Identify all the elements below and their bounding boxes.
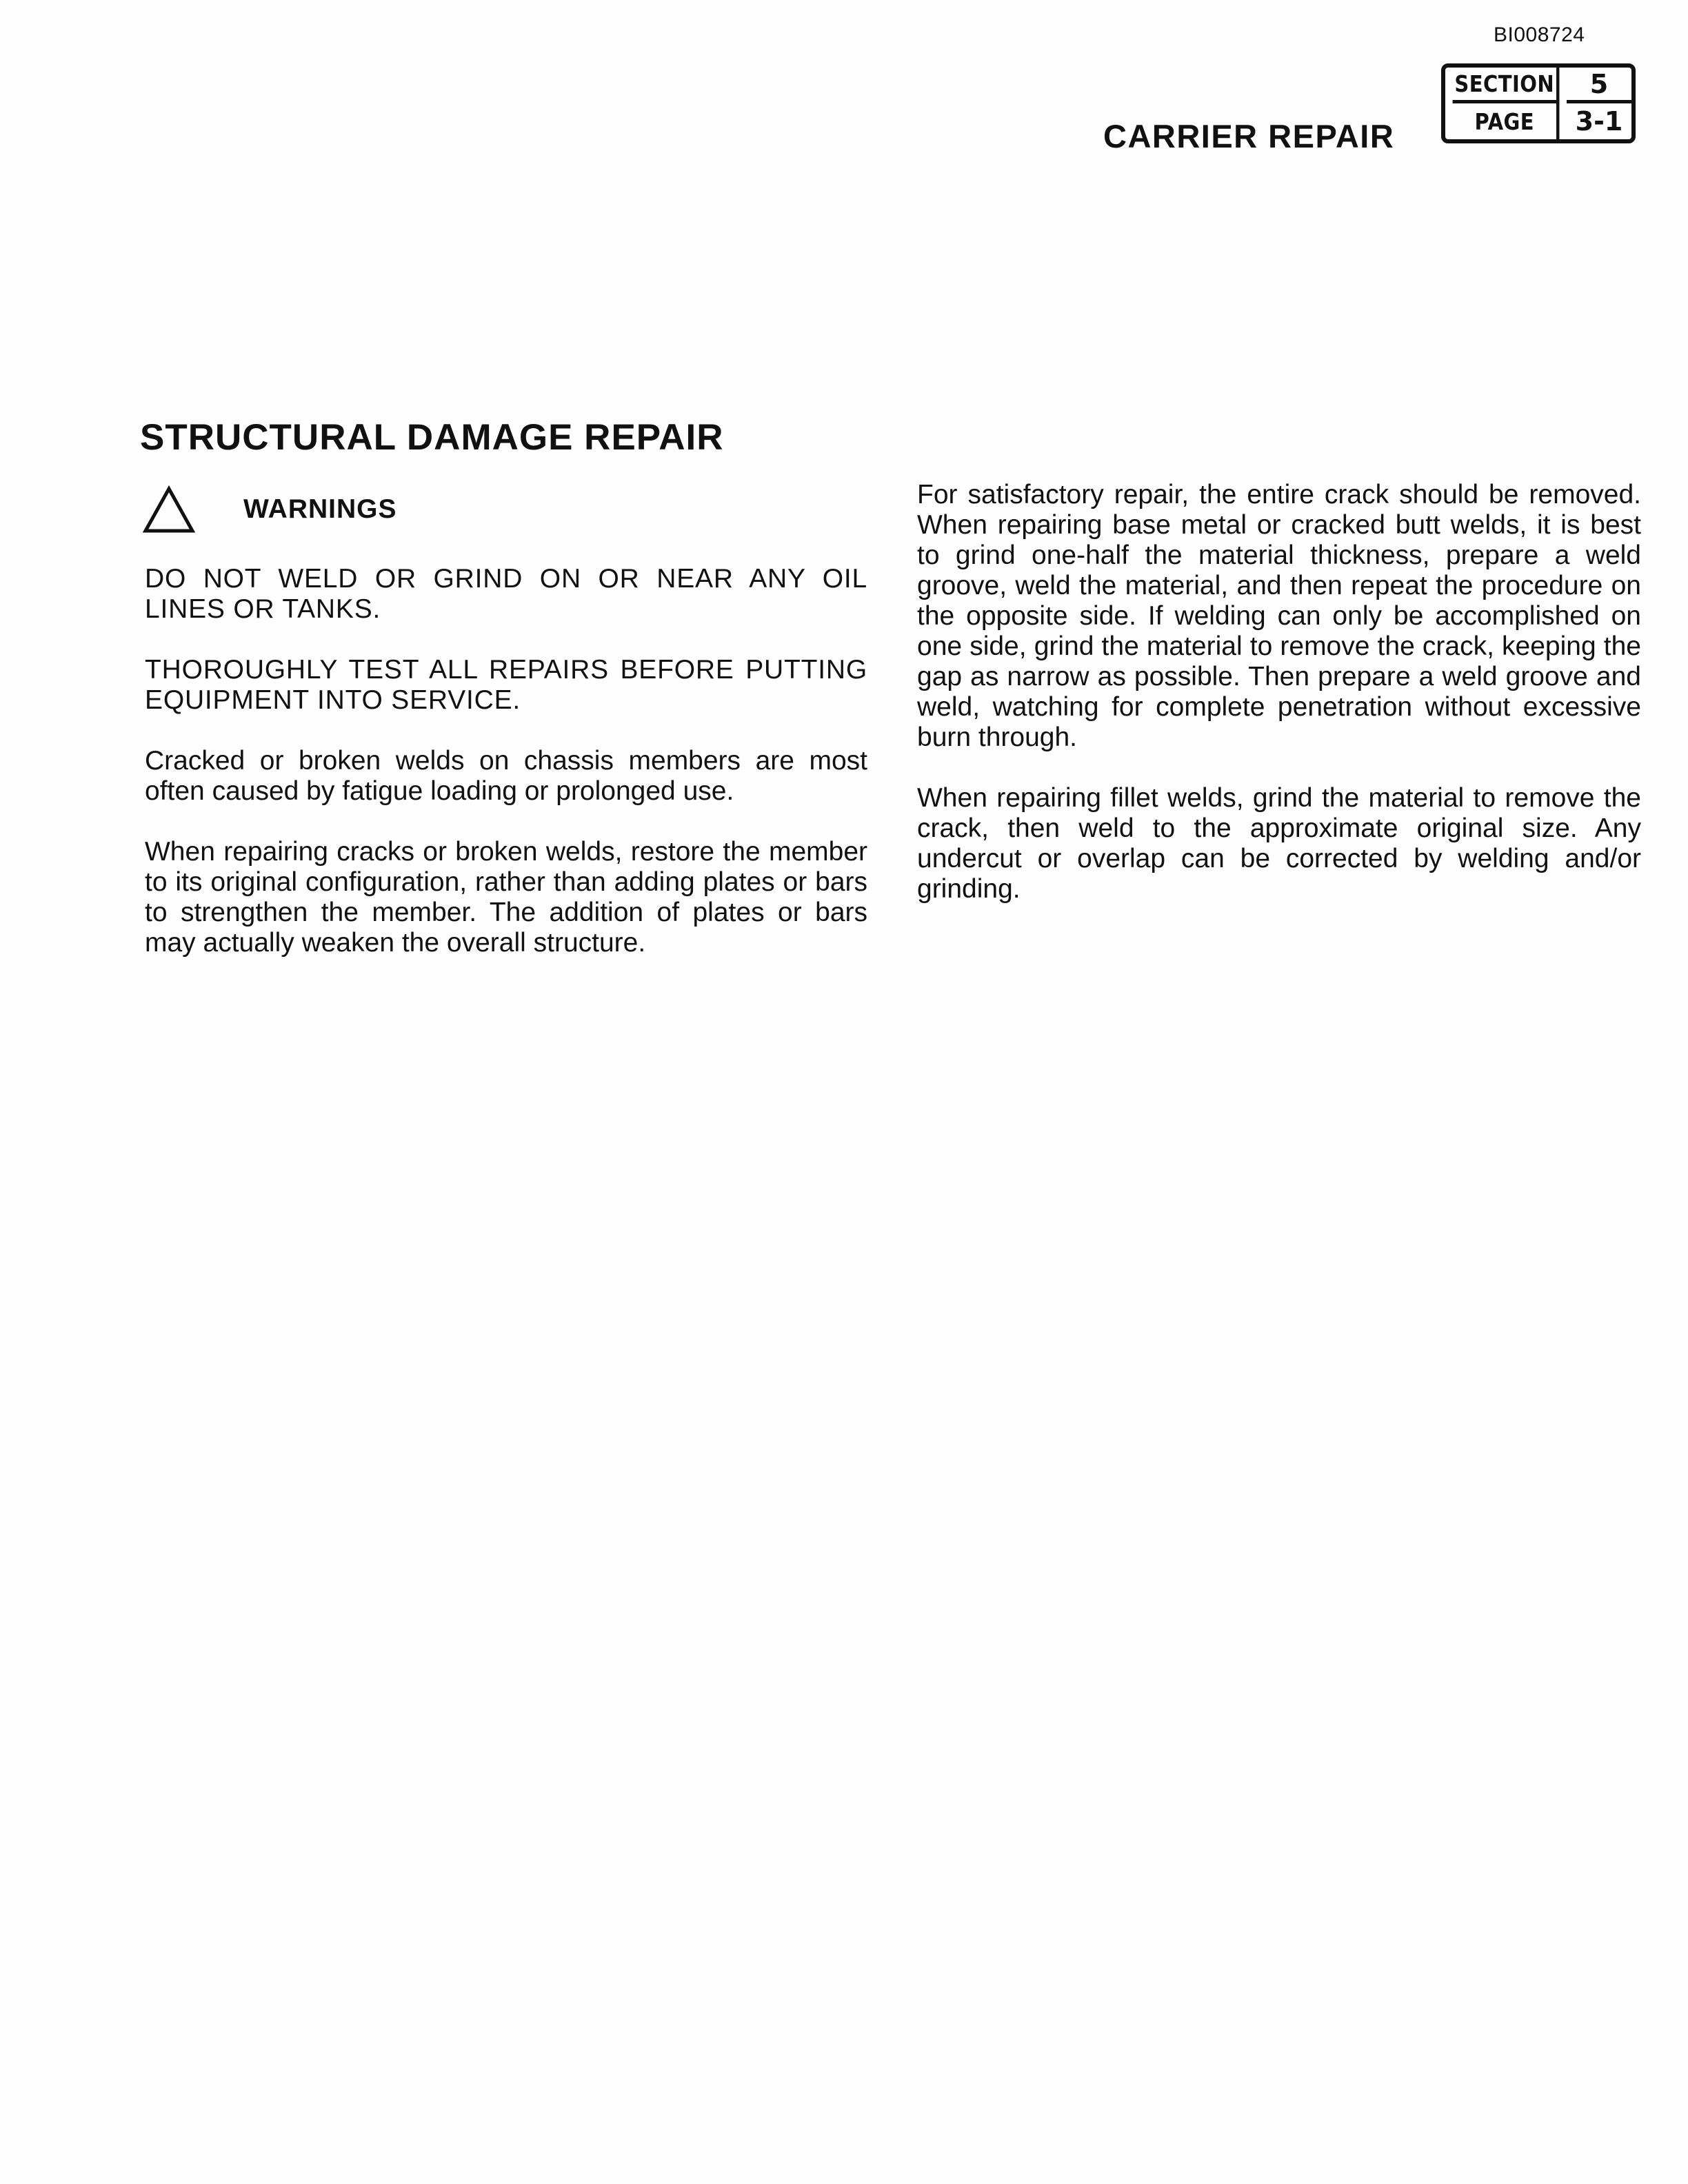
warning-triangle-icon: [143, 485, 195, 534]
paragraph-fillet-welds: When repairing fillet welds, grind the material to remove the crack, then weld to the approximate original size. Any undercut or overlap can be corrected by welding and/or grinding.: [917, 783, 1641, 904]
paragraph-repairing-cracks: When repairing cracks or broken welds, restore the member to its original configuration, rather than adding plates or bars to strengthen the member. The addition of plates or bars may actually weaken the overall structure.: [145, 837, 867, 958]
warning-text-test: THOROUGHLY TEST ALL REPAIRS BEFORE PUTTING EQUIPMENT INTO SERVICE.: [145, 655, 867, 715]
warning-text-weld: DO NOT WELD OR GRIND ON OR NEAR ANY OIL LINES OR TANKS.: [145, 564, 867, 624]
warnings-label: WARNINGS: [243, 494, 397, 524]
right-column: [917, 480, 1641, 935]
section-number: 5: [1567, 68, 1631, 103]
section-label: SECTION: [1453, 68, 1560, 103]
paragraph-satisfactory-repair: For satisfactory repair, the entire crack should be removed. When repairing base metal or cracked butt welds, it is best to grind one-half the material thickness, prepare a weld groove, weld the material, and then repeat the procedure on the opposite side. If welding can only be accomplished on one side, grind the material to remove the crack, keeping the gap as narrow as possible. Then prepare a weld groove and weld, watching for complete penetration without excessive burn through.: [917, 480, 1641, 752]
page-heading: STRUCTURAL DAMAGE REPAIR: [140, 417, 724, 458]
left-column: [145, 564, 867, 989]
warnings-header: [143, 485, 397, 534]
document-id: BI008724: [1494, 23, 1585, 46]
page-label: PAGE: [1453, 103, 1560, 139]
page-number: 3-1: [1575, 106, 1623, 136]
paragraph-cracked-welds: Cracked or broken welds on chassis members are most often caused by fatigue loading or prolonged use.: [145, 746, 867, 806]
section-page-box: [1441, 63, 1636, 143]
header-title: CARRIER REPAIR: [1103, 118, 1395, 154]
